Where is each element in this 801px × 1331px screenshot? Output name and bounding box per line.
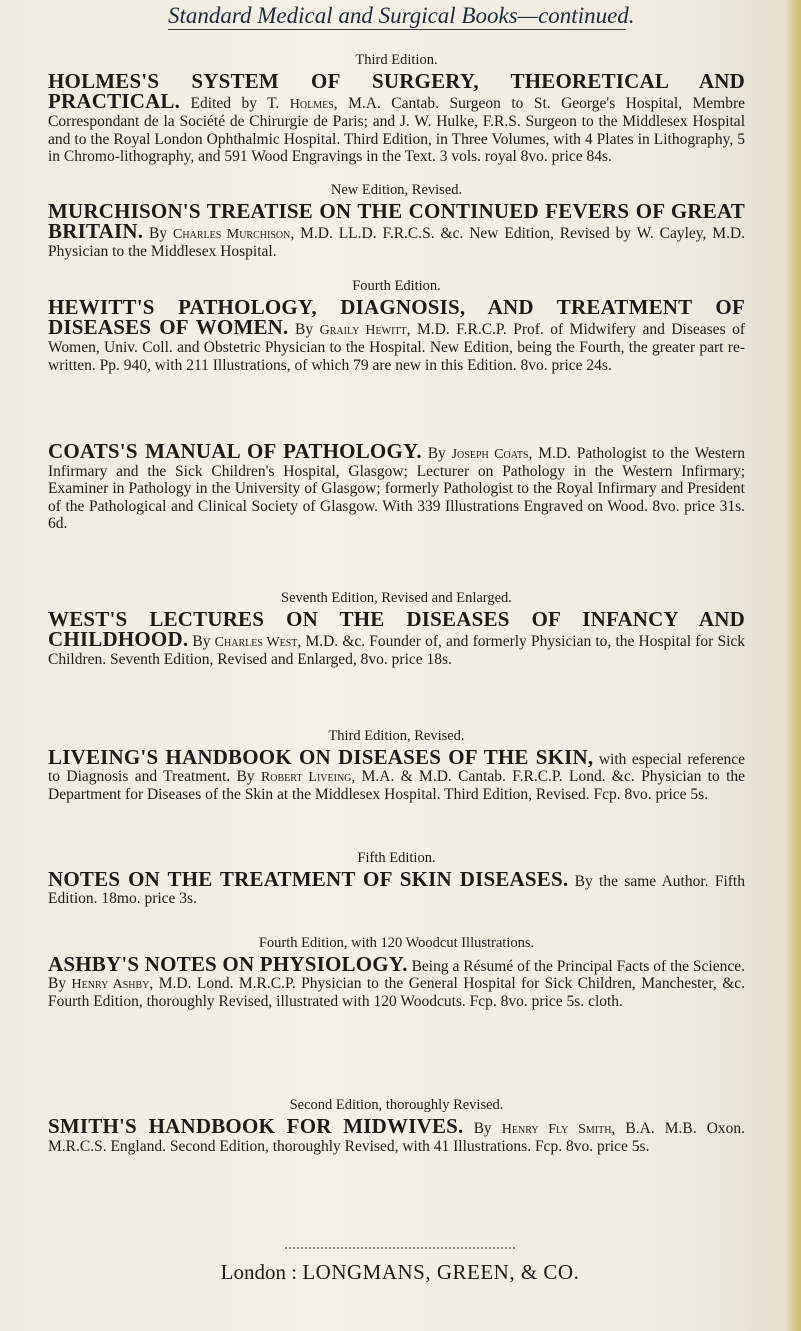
book-title: MURCHISON'S TREATISE ON THE CONTINUED FEVERS OF GREAT BRITAIN. — [48, 199, 745, 244]
entry-body-post: , M.A. Cantab. Surgeon to St. George's Hospital, Membre Correspondant de la Société de Chirurgie de Paris; and J. W. Hulke, F.R.S. Surgeon to the Middlesex Hospital and to the Royal London Ophthalmic Hospital. Third Edition, in Three Volumes, with 4 Plates in Lithography, 5 in Chromo-lithography, and 591 Wood Engravings in the Text. 3 vols. royal 8vo. price 84s. — [48, 95, 746, 165]
entry-body-pre: By — [295, 321, 314, 339]
entry-text — [48, 199, 746, 261]
book-title: NOTES ON THE TREATMENT OF SKIN DISEASES. — [48, 867, 569, 891]
entry-text — [48, 745, 746, 804]
entry-text — [48, 607, 746, 669]
entry-body-pre: By — [192, 633, 211, 651]
book-title: HOLMES'S SYSTEM OF SURGERY, THEORETICAL AND PRACTICAL. — [48, 69, 745, 114]
edition-note: Fourth Edition, with 120 Woodcut Illustrations. — [258, 935, 535, 951]
book-entry-hewitt — [48, 278, 745, 374]
book-title: HEWITT'S PATHOLOGY, DIAGNOSIS, AND TREATMENT OF DISEASES OF WOMEN. — [48, 295, 745, 340]
entry-body-post: , M.D. Pathologist to the Western Infirmary and the Sick Children's Hospital, Glasgow; Lecturer on Pathology in the Western Infirmary; Examiner in Pathology in the University of Glasgow; formerly Pathologist to the Royal Infirmary and President of the Pathological and Clinical Society of Glasgow. With 339 Illustrations Engraved on Wood. 8vo. price 31s. 6d. — [48, 445, 746, 532]
entry-body-pre: Being a Résumé of the Principal Facts of the Science. By — [48, 958, 745, 993]
author-name: Joseph Coats — [451, 447, 529, 462]
author-name: Charles Murchison — [173, 227, 291, 243]
entry-text — [48, 439, 746, 532]
entry-body-pre: with especial reference to Diagnosis and Treatment. By — [48, 751, 745, 786]
book-entry-west — [48, 590, 745, 669]
book-title: WEST'S LECTURES ON THE DISEASES OF INFANCY AND CHILDHOOD. — [48, 607, 745, 652]
entry-body-pre: By — [149, 225, 168, 243]
entry-text — [48, 295, 746, 374]
edition-note: Fifth Edition. — [357, 850, 436, 866]
entry-body-post: , B.A. M.B. Oxon. M.R.C.S. England. Second Edition, thoroughly Revised, with 41 Illustrations. Fcp. 8vo. price 5s. — [48, 1120, 746, 1156]
imprint-publisher: LONGMANS, GREEN, & CO. — [302, 1260, 580, 1284]
ornamental-rule — [285, 1247, 515, 1253]
author-name: Charles West — [214, 635, 298, 651]
author-name: Holmes — [289, 97, 334, 113]
book-entry-holmes — [48, 52, 745, 165]
page-edge — [785, 0, 801, 1331]
book-entry-skin-notes — [48, 850, 745, 907]
book-entry-coats — [48, 439, 746, 532]
entry-body-post: , M.A. & M.D. Cantab. F.R.C.P. Lond. &c. Physician to the Department for Diseases of the Skin at the Middlesex Hospital. Third Edition, Revised. Fcp. 8vo. price 5s. — [48, 768, 746, 804]
edition-note: Third Edition, Revised. — [328, 728, 465, 744]
edition-note: New Edition, Revised. — [330, 182, 463, 198]
author-name: Robert Liveing — [260, 770, 352, 786]
edition-note: Third Edition. — [355, 52, 438, 68]
edition-note: Seventh Edition, Revised and Enlarged. — [281, 590, 512, 606]
entry-body-pre: By — [427, 445, 446, 462]
book-title: COATS'S MANUAL OF PATHOLOGY. — [48, 439, 422, 463]
book-entry-liveing — [48, 728, 745, 804]
imprint-city: London : — [220, 1260, 298, 1284]
author-name: Henry Ashby — [71, 977, 150, 993]
edition-note: Fourth Edition. — [352, 278, 441, 294]
book-entry-murchison — [48, 182, 745, 261]
entry-text — [48, 952, 746, 1011]
running-head: Standard Medical and Surgical Books—continued. — [168, 3, 635, 28]
entry-body-post: , M.D. LL.D. F.R.C.S. &c. New Edition, Revised by W. Cayley, M.D. Physician to the Middlesex Hospital. — [48, 225, 746, 261]
author-name: Graily Hewitt — [319, 323, 407, 339]
book-entry-smith — [48, 1097, 745, 1155]
entry-body-pre: Edited by T. — [190, 95, 280, 113]
book-title: ASHBY'S NOTES ON PHYSIOLOGY. — [48, 952, 408, 976]
book-entry-ashby — [48, 935, 745, 1011]
entry-body-pre: By the same Author. Fifth Edition. 18mo. price 3s. — [48, 873, 745, 908]
entry-body-post: , M.D. F.R.C.P. Prof. of Midwifery and Diseases of Women, Univ. Coll. and Obstetric Physician to the Hospital. New Edition, being the Fourth, the greater part re-written. Pp. 940, with 211 Illustrations, of which 79 are new in this Edition. 8vo. price 24s. — [48, 321, 746, 374]
book-title: LIVEING'S HANDBOOK ON DISEASES OF THE SKIN, — [48, 745, 594, 769]
entry-body-pre: By — [473, 1120, 492, 1137]
entry-text — [48, 69, 746, 165]
book-title: SMITH'S HANDBOOK FOR MIDWIVES. — [48, 1114, 464, 1138]
publisher-imprint — [120, 1260, 680, 1284]
entry-text — [48, 1114, 746, 1156]
entry-body-post: , M.D. Lond. M.R.C.P. Physician to the General Hospital for Sick Children, Manchester, &c. Fourth Edition, thoroughly Revised, illustrated with 120 Woodcuts. Fcp. 8vo. price 5s. cloth. — [48, 975, 746, 1011]
entry-text — [48, 867, 745, 908]
header-rule — [168, 29, 626, 30]
author-name: Henry Fly Smith — [501, 1122, 612, 1137]
entry-body-post: , M.D. &c. Founder of, and formerly Physician to, the Hospital for Sick Children. Seventh Edition, Revised and Enlarged, 8vo. price 18s. — [48, 633, 746, 669]
edition-note: Second Edition, thoroughly Revised. — [289, 1097, 504, 1113]
